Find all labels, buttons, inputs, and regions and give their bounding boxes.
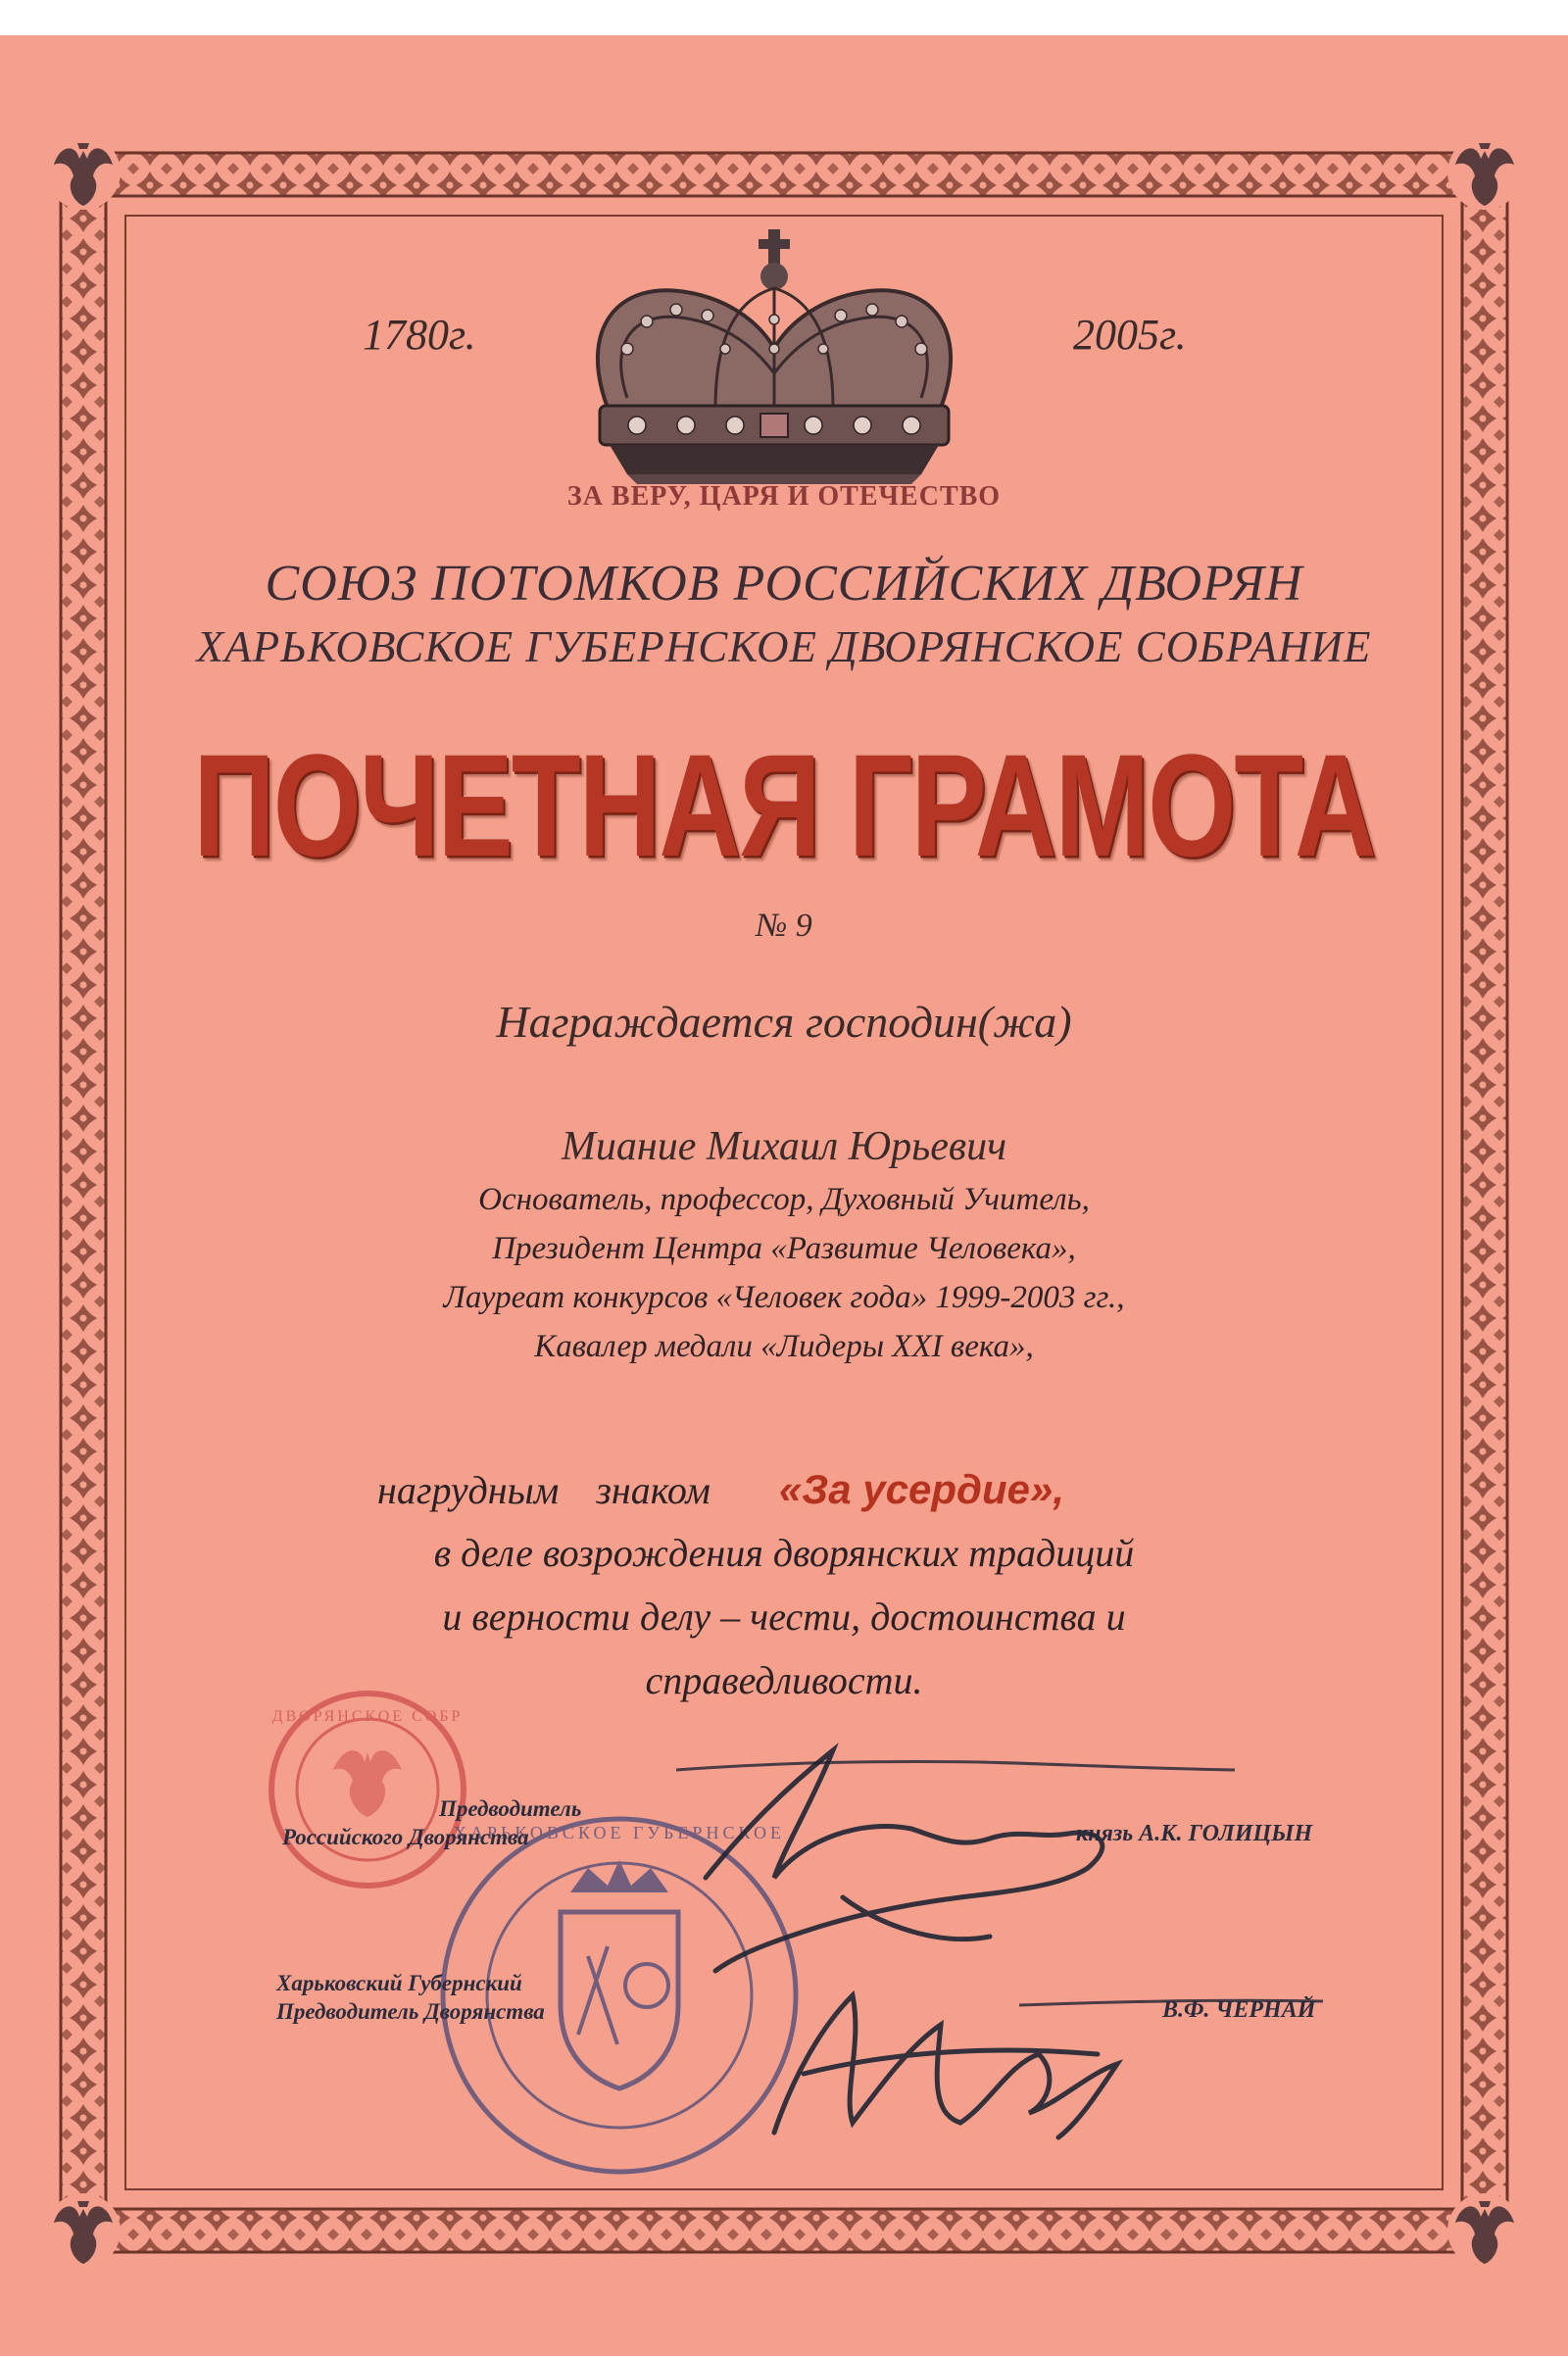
recipient-title: Кавалер медали «Лидеры XXI века», (534, 1329, 1034, 1364)
signature-position: Российского Дворянства (282, 1825, 529, 1849)
award-line: справедливости. (645, 1658, 923, 1702)
double-headed-eagle-icon (1447, 2193, 1522, 2268)
award-line: и верности делу – чести, достоинства и (442, 1595, 1126, 1639)
award-line: в деле возрождения дворянских традиций (433, 1531, 1135, 1575)
awarded-label: Награждается господин(жа) (496, 997, 1072, 1047)
svg-text:ХАРЬКОВСКОЕ ГУБЕРНСКОЕ: ХАРЬКОВСКОЕ ГУБЕРНСКОЕ (453, 1823, 786, 1842)
certificate-number: № 9 (756, 908, 812, 944)
year-start: 1780г. (363, 311, 476, 359)
signature-chernai (774, 1995, 1117, 2137)
recipient-title: Лауреат конкурсов «Человек года» 1999-2003 гг., (443, 1280, 1125, 1315)
year-end: 2005г. (1073, 311, 1187, 359)
award-line (377, 1466, 1259, 1513)
crown-icon (598, 229, 951, 484)
award-prefix: нагрудным знаком (377, 1468, 710, 1512)
award-badge-name: «За усердие», (778, 1466, 1065, 1512)
double-headed-eagle-icon (46, 2193, 121, 2268)
certificate-sheet (0, 35, 1568, 2356)
signer-name: князь А.К. ГОЛИЦЫН (1076, 1821, 1313, 1846)
signer-name: В.Ф. ЧЕРНАЙ (1162, 1997, 1316, 2023)
signature-position: Харьковский Губернский (276, 1971, 522, 1995)
recipient-name: Миание Михаил Юрьевич (561, 1124, 1007, 1169)
signature-position: Предводитель (439, 1796, 582, 1821)
motto: ЗА ВЕРУ, ЦАРЯ И ОТЕЧЕСТВО (566, 481, 1002, 512)
document-title: ПОЧЕТНАЯ ГРАМОТА (193, 723, 1375, 887)
svg-text:ДВОРЯНСКОЕ СОБР: ДВОРЯНСКОЕ СОБР (271, 1708, 464, 1725)
organization-line-2: ХАРЬКОВСКОЕ ГУБЕРНСКОЕ ДВОРЯНСКОЕ СОБРАНИЕ (196, 622, 1372, 671)
signature-golitsyn (706, 1750, 1102, 1971)
signature-position: Предводитель Дворянства (276, 1999, 545, 2024)
recipient-title: Президент Центра «Развитие Человека», (492, 1231, 1076, 1266)
recipient-title: Основатель, профессор, Духовный Учитель, (478, 1182, 1090, 1217)
double-headed-eagle-icon (46, 135, 121, 210)
double-headed-eagle-icon (1447, 135, 1522, 210)
organization-line-1: СОЮЗ ПОТОМКОВ РОССИЙСКИХ ДВОРЯН (265, 556, 1303, 612)
red-seal-stamp (271, 1693, 464, 1886)
